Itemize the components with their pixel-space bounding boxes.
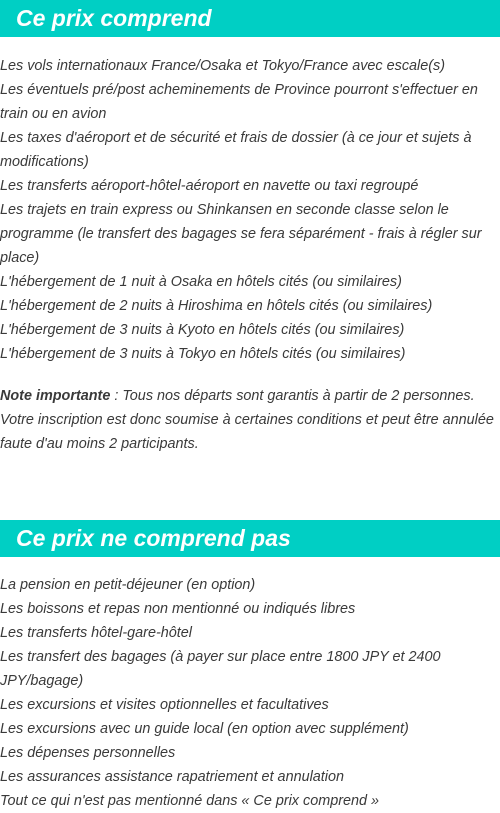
- includes-item: Les éventuels pré/post acheminements de Province pourront s'effectuer en train ou en avion: [0, 82, 478, 122]
- important-note: [0, 384, 500, 456]
- excludes-item: Tout ce qui n'est pas mentionné dans « Ce prix comprend »: [0, 793, 379, 810]
- includes-list: [0, 37, 500, 366]
- includes-item: Les transferts aéroport-hôtel-aéroport en navette ou taxi regroupé: [0, 178, 419, 194]
- note-text: : Tous nos départs sont garantis à partir de 2 personnes. Votre inscription est donc soumise à certaines conditions et peut être annulée faute d'au moins 2 participants.: [0, 388, 494, 452]
- excludes-item: Les dépenses personnelles: [0, 745, 176, 762]
- excludes-item: Les transfert des bagages (à payer sur place entre 1800 JPY et 2400 JPY/bagage): [0, 649, 441, 690]
- includes-item: L'hébergement de 2 nuits à Hiroshima en hôtels cités (ou similaires): [0, 298, 433, 314]
- excludes-item: Les transferts hôtel-gare-hôtel: [0, 625, 192, 642]
- excludes-item: Les boissons et repas non mentionné ou indiqués libres: [0, 601, 356, 618]
- includes-item: L'hébergement de 3 nuits à Tokyo en hôtels cités (ou similaires): [0, 346, 406, 362]
- includes-item: Les taxes d'aéroport et de sécurité et frais de dossier (à ce jour et sujets à modifications): [0, 130, 472, 170]
- includes-item: L'hébergement de 3 nuits à Kyoto en hôtels cités (ou similaires): [0, 322, 405, 338]
- includes-item: Les trajets en train express ou Shinkansen en seconde classe selon le programme (le transfert des bagages se fera séparément - frais à régler sur place): [0, 202, 482, 266]
- section-spacer: [0, 470, 500, 520]
- excludes-item: Les excursions et visites optionnelles et facultatives: [0, 697, 329, 714]
- section-heading-includes: Ce prix comprend: [0, 0, 500, 37]
- includes-item: Les vols internationaux France/Osaka et Tokyo/France avec escale(s): [0, 58, 445, 74]
- note-label: Note importante: [0, 388, 111, 404]
- includes-item: L'hébergement de 1 nuit à Osaka en hôtels cités (ou similaires): [0, 274, 402, 290]
- excludes-list: [0, 557, 500, 813]
- excludes-item: Les assurances assistance rapatriement et annulation: [0, 769, 344, 786]
- excludes-item: Les excursions avec un guide local (en option avec supplément): [0, 721, 409, 738]
- excludes-item: La pension en petit-déjeuner (en option): [0, 577, 256, 594]
- section-heading-excludes: Ce prix ne comprend pas: [0, 520, 500, 557]
